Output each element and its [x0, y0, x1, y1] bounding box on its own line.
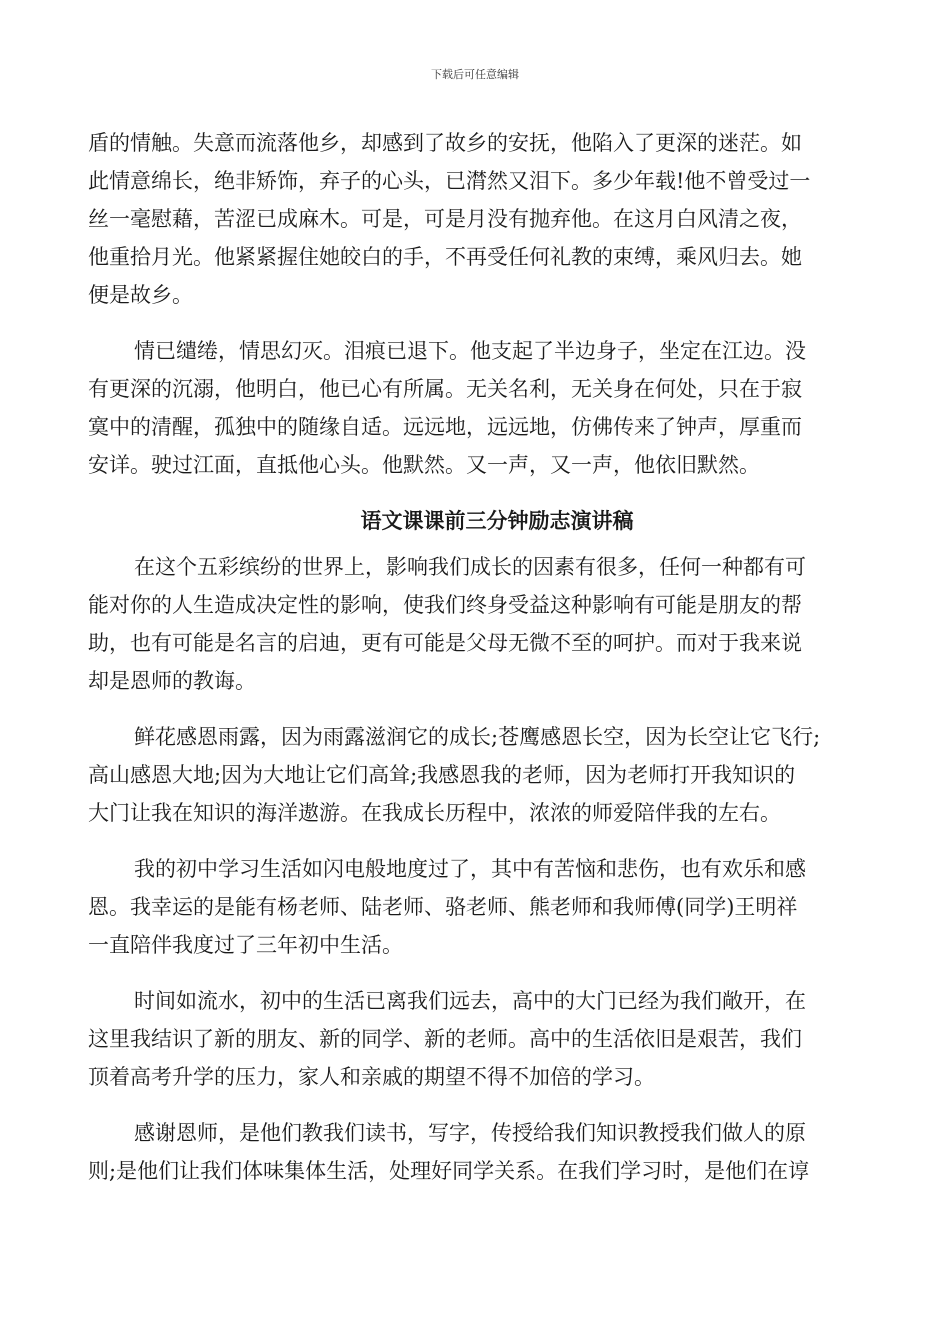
- paragraph-line: 丝一毫慰藉，苦涩已成麻木。可是，可是月没有抛弃他。在这月白风清之夜，: [88, 207, 802, 231]
- paragraph: [88, 124, 860, 314]
- speech-title: 语文课课前三分钟励志演讲稿: [360, 508, 634, 533]
- paragraph-line: 恩。我幸运的是能有杨老师、陆老师、骆老师、熊老师和我师傅(同学)王明祥: [88, 895, 798, 919]
- paragraph: [88, 548, 860, 700]
- paragraph-line: 大门让我在知识的海洋遨游。在我成长历程中，浓浓的师爱陪伴我的左右。: [88, 801, 781, 825]
- paragraph-line: 一直陪伴我度过了三年初中生活。: [88, 933, 403, 957]
- paragraph-line: 高山感恩大地;因为大地让它们高耸;我感恩我的老师，因为老师打开我知识的: [88, 763, 796, 787]
- essay-section: [88, 124, 860, 484]
- paragraph-line: 顶着高考升学的压力，家人和亲戚的期望不得不加倍的学习。: [88, 1065, 655, 1089]
- page-header: 下载后可任意编辑: [431, 68, 519, 81]
- paragraph-line: 寞中的清醒，孤独中的随缘自适。远远地，远远地，仿佛传来了钟声，厚重而: [88, 415, 802, 439]
- paragraph-line: 鲜花感恩雨露，因为雨露滋润它的成长;苍鹰感恩长空，因为长空让它飞行;: [134, 725, 821, 749]
- paragraph: [88, 982, 860, 1096]
- paragraph-line: 盾的情触。失意而流落他乡，却感到了故乡的安抚，他陷入了更深的迷茫。如: [88, 131, 802, 155]
- paragraph-line: 有更深的沉溺，他明白，他已心有所属。无关名利，无关身在何处，只在于寂: [88, 377, 802, 401]
- paragraph-gap: [88, 314, 860, 332]
- paragraph-line: 在这个五彩缤纷的世界上，影响我们成长的因素有很多，任何一种都有可: [134, 555, 806, 579]
- paragraph-line: 安详。驶过江面，直抵他心头。他默然。又一声，又一声，他依旧默然。: [88, 453, 760, 477]
- paragraph-line: 此情意绵长，绝非矫饰，弃子的心头，已潸然又泪下。多少年载!他不曾受过一: [88, 169, 811, 193]
- paragraph-line: 却是恩师的教诲。: [88, 669, 256, 693]
- paragraph-line: 助，也有可能是名言的启迪，更有可能是父母无微不至的呵护。而对于我来说: [88, 631, 802, 655]
- paragraph-line: 能对你的人生造成决定性的影响，使我们终身受益这种影响有可能是朋友的帮: [88, 593, 802, 617]
- paragraph: [88, 850, 860, 964]
- paragraph: [88, 332, 860, 484]
- paragraph-line: 感谢恩师，是他们教我们读书，写字，传授给我们知识教授我们做人的原: [134, 1121, 806, 1145]
- paragraph-line: 情已缱绻，情思幻灭。泪痕已退下。他支起了半边身子，坐定在江边。没: [134, 339, 806, 363]
- paragraph-gap: [88, 540, 860, 548]
- paragraph-gap: [88, 832, 860, 850]
- paragraph-line: 时间如流水，初中的生活已离我们远去，高中的大门已经为我们敞开，在: [134, 989, 806, 1013]
- paragraph: [88, 718, 860, 832]
- paragraph-line: 便是故乡。: [88, 283, 193, 307]
- document-body: [88, 124, 860, 1190]
- speech-section: [88, 548, 860, 1190]
- paragraph: [88, 1114, 860, 1190]
- paragraph-gap: [88, 484, 860, 502]
- paragraph-line: 他重拾月光。他紧紧握住她皎白的手，不再受任何礼教的束缚，乘风归去。她: [88, 245, 802, 269]
- paragraph-gap: [88, 1096, 860, 1114]
- paragraph-line: 则;是他们让我们体味集体生活，处理好同学关系。在我们学习时，是他们在谆: [88, 1159, 810, 1183]
- paragraph-line: 我的初中学习生活如闪电般地度过了，其中有苦恼和悲伤，也有欢乐和感: [134, 857, 806, 881]
- paragraph-line: 这里我结识了新的朋友、新的同学、新的老师。高中的生活依旧是艰苦，我们: [88, 1027, 802, 1051]
- paragraph-gap: [88, 700, 860, 718]
- paragraph-gap: [88, 964, 860, 982]
